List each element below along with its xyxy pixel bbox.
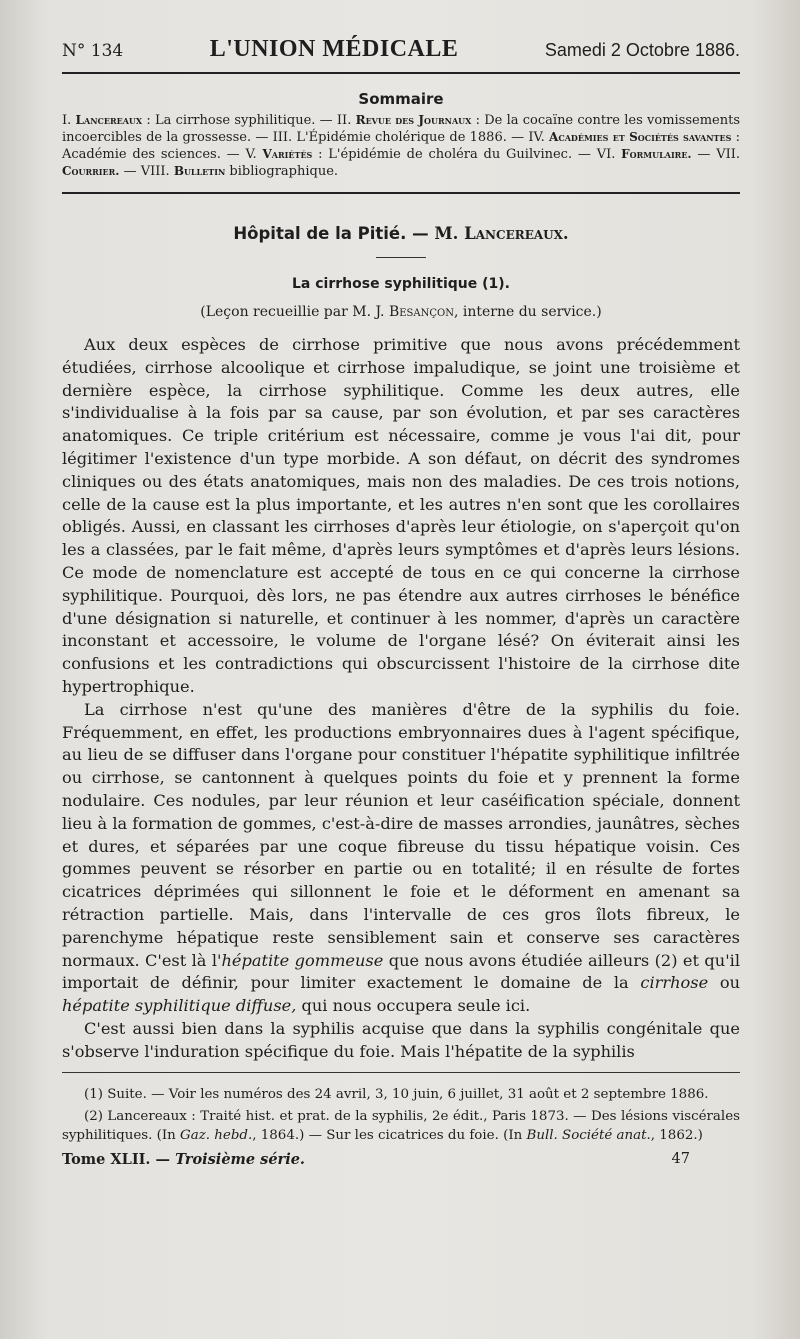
sommaire-item: V. Variétés : L'épidémie de choléra du Guilvinec. — bbox=[245, 147, 597, 162]
paragraph: La cirrhose n'est qu'une des manières d'être de la syphilis du foie. Fréquemment, en effet, les productions embryonnaires dues à l'agent spécifique, au lieu de se diffuser dans l'organe pour constituer l'hépatite syphilitique infiltrée ou cirrhose, se cantonnent à quelques points du foie et y prennent la forme nodulaire. Ces nodules, par leur réunion et leur caséification spéciale, donnent lieu à la formation de gommes, c'est-à-dire de masses arrondies, jaunâtres, sèches et dures, et séparées par une coque fibreuse du tissu hépatique voisin. Ces gommes peuvent se résorber en partie ou en totalité; il en résulte de fortes cicatrices déprimées qui sillonnent le foie et le déforment en amenant sa rétraction partielle. Mais, dans l'intervalle de ces gros îlots fibreux, le parenchyme hépatique reste sensiblement sain et conserve ses caractères normaux. C'est là l'hépatite gommeuse que nous avons étudiée ailleurs (2) et qu'il importait de définir, pour limiter exactement le domaine de la cirrhose ou hépatite syphilitique diffuse, qui nous occupera seule ici. bbox=[62, 699, 740, 1016]
sommaire-item: II. Revue des Journaux : De la cocaïne contre les vomissements incoercibles de la grossesse. — bbox=[62, 113, 741, 145]
sommaire-item: III. L'Épidémie cholérique de 1886. — bbox=[272, 130, 529, 145]
section-divider bbox=[376, 257, 426, 258]
issue-date: Samedi 2 Octobre 1886. bbox=[544, 40, 740, 60]
page-header bbox=[62, 36, 740, 68]
footnote-1: (1) Suite. — Voir les numéros des 24 avril, 3, 10 juin, 6 juillet, 31 août et 2 septembre 1886. bbox=[84, 1086, 709, 1102]
header-rule bbox=[62, 72, 740, 74]
page-number: 47 bbox=[671, 1150, 690, 1167]
sommaire-heading: Sommaire bbox=[358, 90, 444, 108]
footnotes bbox=[62, 1085, 740, 1145]
journal-title: L'UNION MÉDICALE bbox=[209, 36, 459, 62]
sommaire-item: VII. Courrier. — bbox=[62, 147, 740, 179]
sommaire-list bbox=[62, 112, 740, 180]
sommaire-item: I. Lancereaux : La cirrhose syphilitique. — bbox=[62, 113, 337, 128]
page-footer bbox=[62, 1151, 740, 1168]
sommaire-item: VIII. Bulletin bibliographique. bbox=[140, 164, 339, 179]
paragraph: Aux deux espèces de cirrhose primitive que nous avons précédemment étudiées, cirrhose alcoolique et cirrhose impaludique, se joint une troisième et dernière espèce, la cirrhose syphilitique. Comme les deux autres, elle s'individualise à la fois par sa cause, par son évolution, et par ses caractères anatomiques. Ce triple critérium est nécessaire, comme je vous l'ai dit, pour légitimer l'existence d'un type morbide. A son défaut, on décrit des syndromes cliniques ou des états anatomiques, mais non des maladies. De ces trois notions, celle de la cause est la plus importante, et les autres n'en sont que les corollaires obligés. Aussi, en classant les cirrhoses d'après leur étiologie, on s'aperçoit qu'on les a classées, par le fait même, d'après leurs symptômes et d'après leurs lésions. Ce mode de nomenclature est accepté de tous en ce qui concerne la cirrhose syphilitique. Pourquoi, dès lors, ne pas étendre aux autres cirrhoses le bénéfice d'une désignation si naturelle, et continuer à les nommer, d'après un caractère inconstant et accessoire, le volume de l'organe lésé? On éviterait ainsi les confusions et les contradictions qui obscurcissent l'histoire de la cirrhose dite hypertrophique. bbox=[62, 335, 740, 696]
issue-number: N° 134 bbox=[62, 41, 124, 61]
sommaire-item: VI. Formulaire. — bbox=[596, 147, 717, 162]
sommaire-rule bbox=[62, 192, 740, 194]
footnote-rule bbox=[62, 1072, 740, 1073]
article-body bbox=[62, 334, 740, 1064]
paragraph: C'est aussi bien dans la syphilis acquise que dans la syphilis congénitale que s'observe l'induration spécifique du foie. Mais l'hépatite de la syphilis bbox=[62, 1018, 740, 1061]
article-subtitle: (Leçon recueillie par M. J. Besançon, interne du service.) bbox=[200, 304, 602, 320]
volume-info: Tome XLII. — Troisième série. bbox=[62, 1150, 305, 1168]
footnote-2: (2) Lancereaux : Traité hist. et prat. de la syphilis, 2e édit., Paris 1873. — Des lésions viscérales syphilitiques. (In Gaz. hebd., 1864.) — Sur les cicatrices du foie. (In Bull. Société anat., 1862.) bbox=[62, 1108, 740, 1143]
sommaire-item: IV. Académies et Sociétés savantes : Académie des sciences. — bbox=[62, 130, 741, 162]
article-title: La cirrhose syphilitique (1). bbox=[292, 276, 510, 292]
hospital-heading: Hôpital de la Pitié. — M. Lancereaux. bbox=[233, 224, 569, 243]
author-name: M. Lancereaux. bbox=[434, 224, 569, 243]
